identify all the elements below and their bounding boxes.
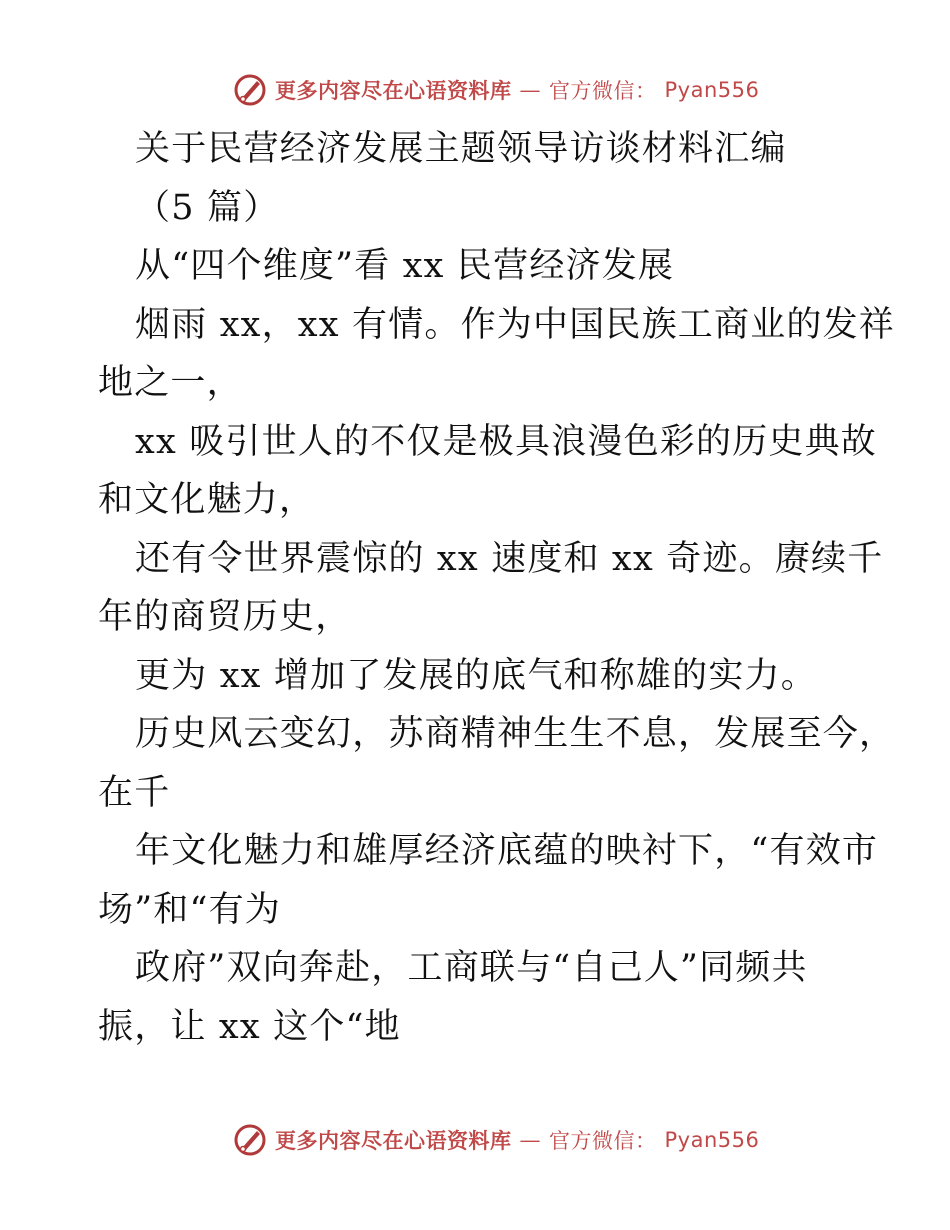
paragraph-line: 更为 xx 增加了发展的底气和称雄的实力。 [135, 655, 817, 696]
paragraph-line: 政府”双向奔赴，工商联与“自己人”同频共 [135, 948, 808, 988]
paragraph-line: 年的商贸历史， [98, 597, 352, 637]
paragraph-line: 年文化魅力和雄厚经济底蕴的映衬下，“有效市 [135, 831, 879, 871]
footer-wechat-id: Pyan556 [664, 1128, 760, 1152]
document-body [98, 120, 896, 1056]
document-title: 关于民营经济发展主题领导访谈材料汇编 [135, 129, 787, 169]
paragraph-line: 历史风云变幻，苏商精神生生不息，发展至今， [135, 714, 896, 754]
footer-site-text: 更多内容尽在心语资料库 [275, 1128, 512, 1153]
paragraph-line: 场”和“有为 [98, 889, 281, 930]
footer-dash: — [519, 1128, 541, 1152]
paragraph-line: 地之一， [98, 363, 243, 403]
header-dash: — [519, 78, 541, 102]
footer-banner [233, 1120, 759, 1160]
pen-logo-icon [233, 73, 267, 107]
header-banner [233, 70, 759, 110]
footer-wechat-label: 官方微信： [549, 1129, 657, 1153]
header-wechat-label: 官方微信： [549, 79, 657, 103]
paragraph-line: 在千 [98, 772, 171, 813]
paragraph-line: 和文化魅力， [98, 480, 316, 520]
header-wechat-id: Pyan556 [664, 78, 760, 102]
section-heading: 从“四个维度”看 xx 民营经济发展 [135, 246, 675, 286]
pen-logo-icon [233, 1123, 267, 1157]
header-site-text: 更多内容尽在心语资料库 [275, 78, 512, 103]
paragraph-line: xx 吸引世人的不仅是极具浪漫色彩的历史典故 [135, 421, 878, 462]
document-subtitle: （5 篇） [135, 187, 280, 228]
paragraph-line: 烟雨 xx，xx 有情。作为中国民族工商业的发祥 [135, 304, 896, 345]
paragraph-line: 还有令世界震惊的 xx 速度和 xx 奇迹。赓续千 [135, 538, 884, 579]
paragraph-line: 振，让 xx 这个“地 [98, 1006, 401, 1047]
